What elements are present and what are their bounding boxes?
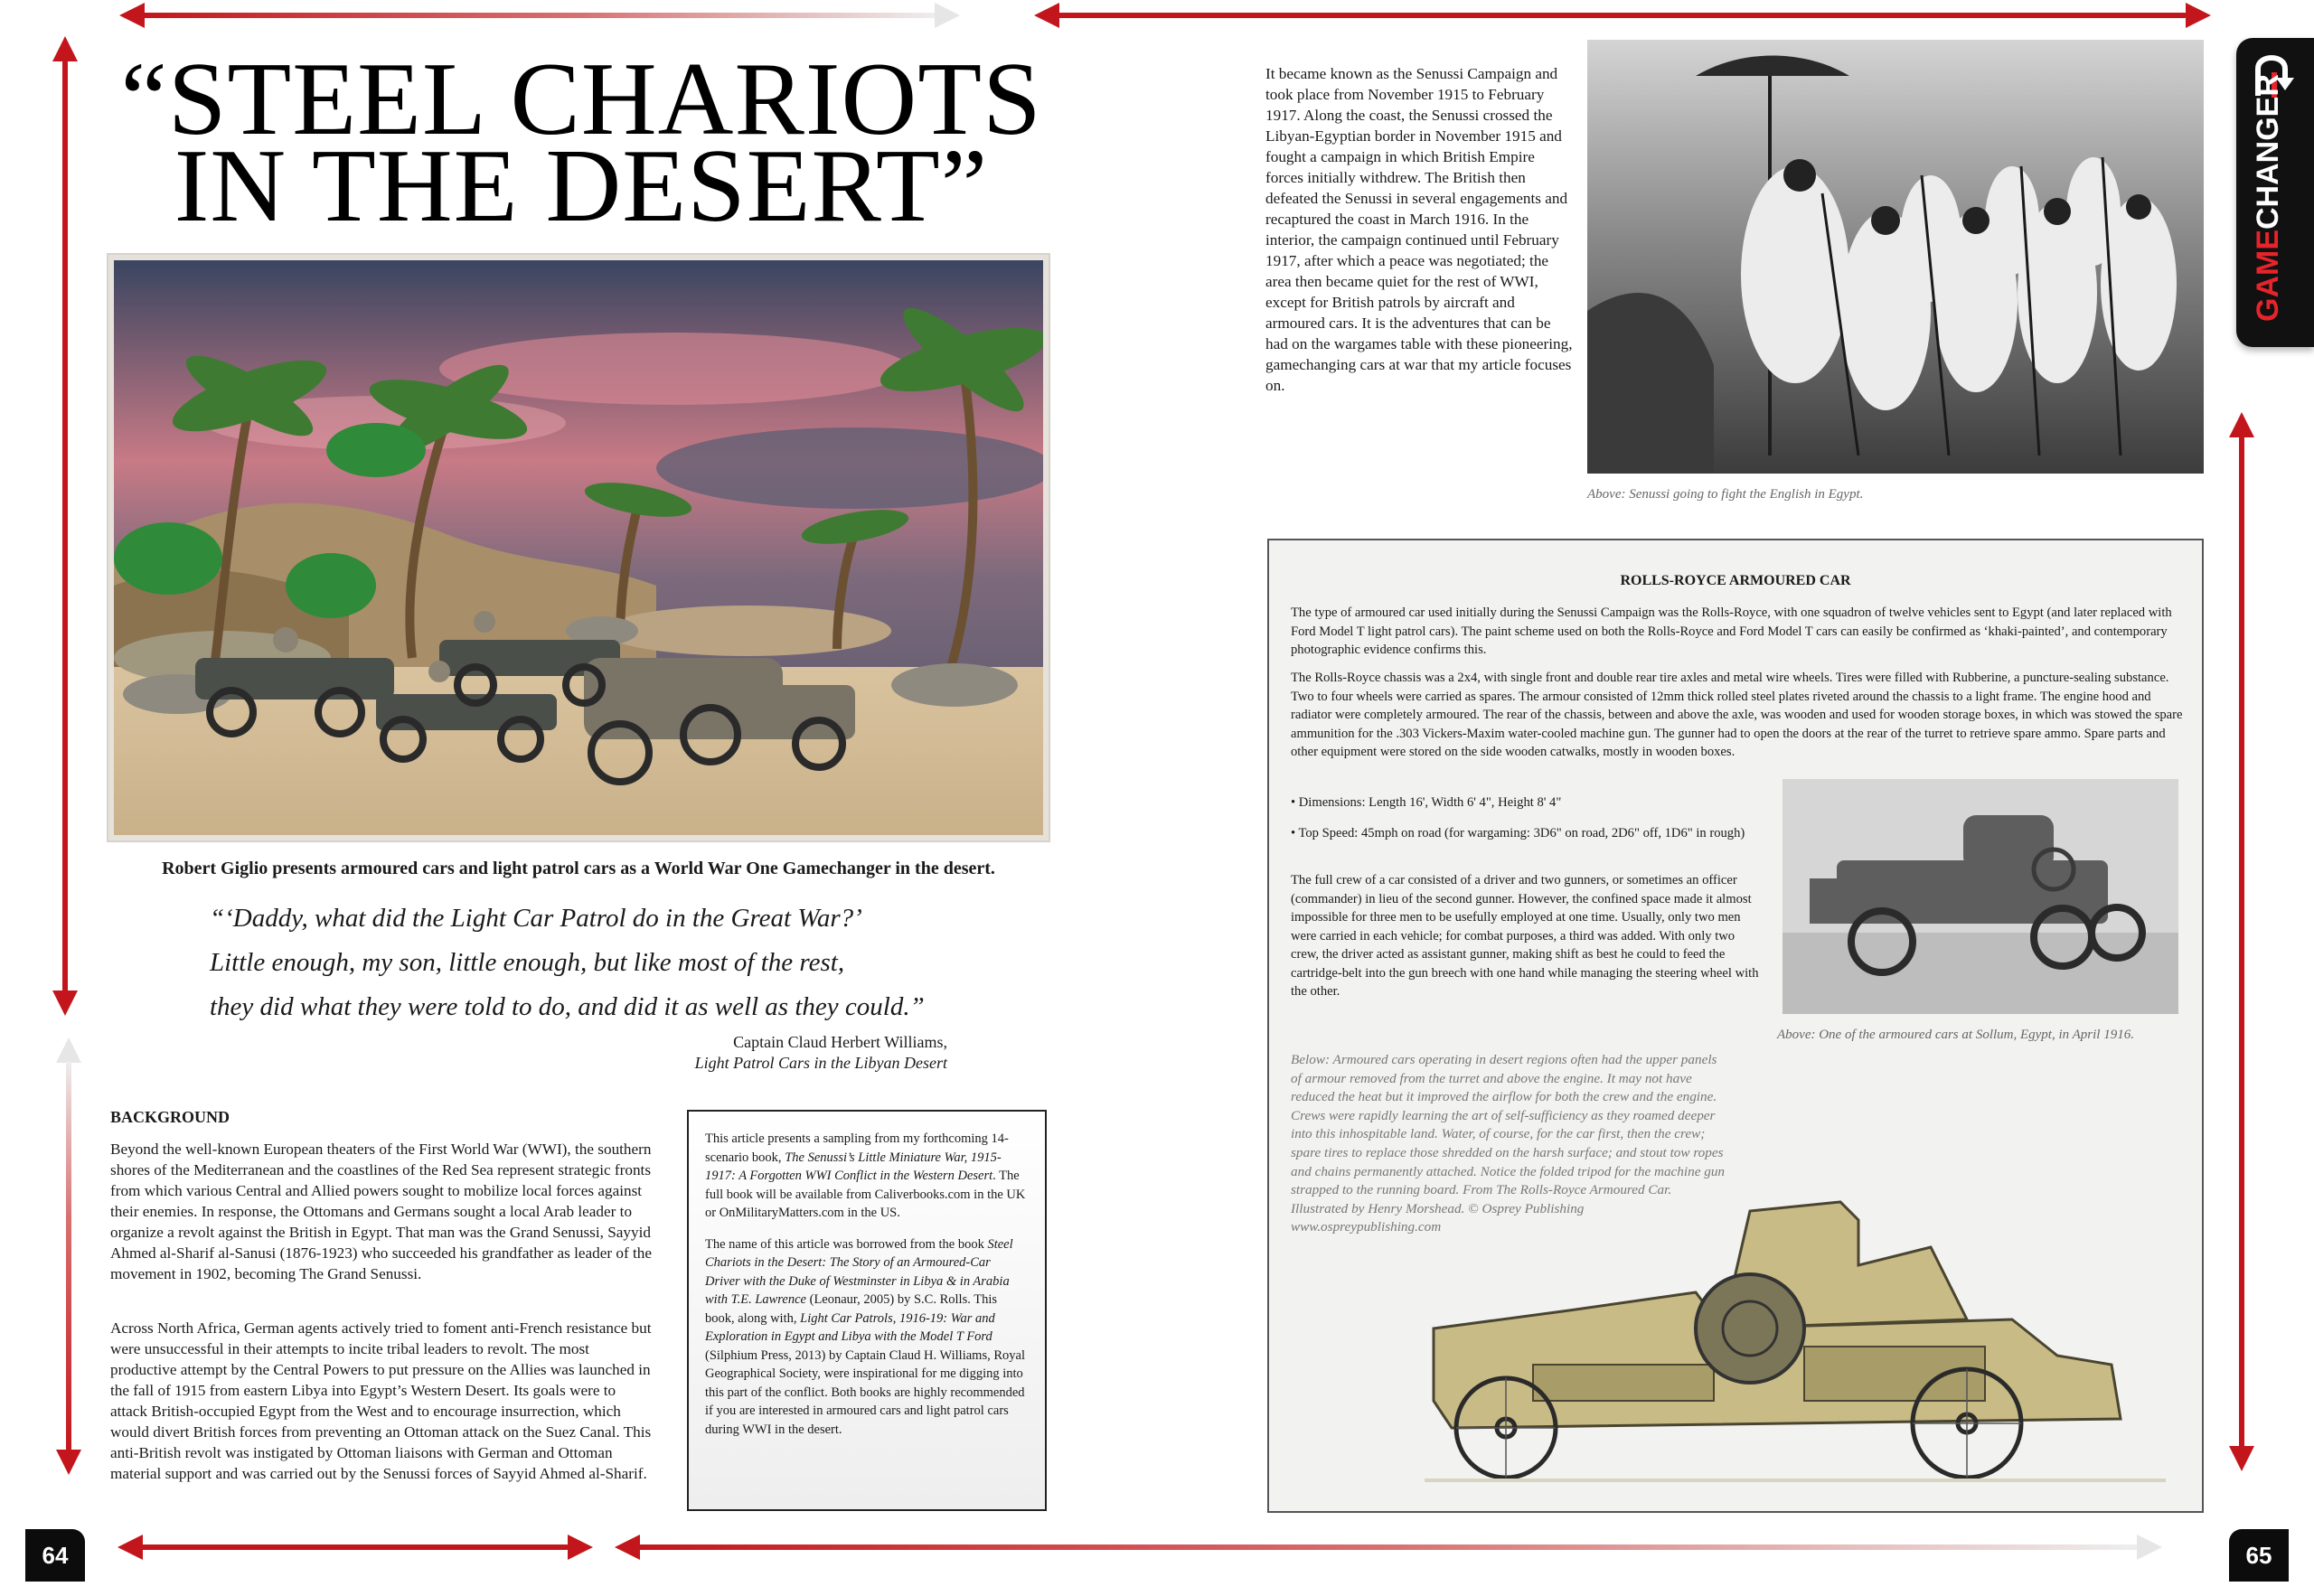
quote-line-1: “‘Daddy, what did the Light Car Patrol do in the Great War?’: [210, 904, 862, 933]
rolls-royce-title: ROLLS-ROYCE ARMOURED CAR: [1620, 573, 1851, 588]
gamechanger-tab-label: GAMECHANGER: [2251, 74, 2285, 322]
background-heading: BACKGROUND: [110, 1108, 230, 1126]
page-number-right: 65: [2229, 1529, 2289, 1582]
armoured-car-illustration: [1425, 1193, 2166, 1487]
title-line-2: IN THE DESERT”: [174, 128, 989, 244]
rolls-royce-top-speed: • Top Speed: 45mph on road (for wargaming: 3D6" on road, 2D6" off, 1D6" in rough): [1291, 826, 1745, 840]
armoured-car-photo: [1783, 779, 2178, 1014]
quote-line-2: Little enough, my son, little enough, but like most of the rest,: [210, 948, 845, 977]
quote-line-3: they did what they were told to do, and did it as well as they could.”: [210, 992, 925, 1021]
rolls-royce-paragraph-2: The Rolls-Royce chassis was a 2x4, with single front and double rear tire axles and metal wire wheels. Tires were filled with Rubberine, a puncture-sealing substance. Two to four wheels were carried as spares. The armour consisted of 12mm thick rolled steel plates riveted around the chassis to a light frame. The engine hood and radiator were completely armoured. The rear of the chassis, between and above the axle, was wooden and used for wooden storage boxes, in which was stowed the spare ammunition for the .303 Vickers-Maxim water-cooled machine gun. The gunner had to open the doors at the rear of the turret to retrieve spare ammo. Spare parts and other equipment were stored on the side wooden catwalks, mostly in wooden boxes.: [1291, 671, 2183, 759]
senussi-photo-caption: Above: Senussi going to fight the English in Egypt.: [1587, 487, 1864, 502]
hero-caption: Robert Giglio presents armoured cars and light patrol cars as a World War One Gamechanger in the desert.: [162, 859, 995, 878]
article-title: [107, 42, 1056, 244]
quote-source: Light Patrol Cars in the Libyan Desert: [694, 1054, 947, 1072]
illustration-caption: Below: Armoured cars operating in desert regions often had the upper panels of armour removed from the turret and above the engine. It may not have reduced the heat but it improved the airflow for both the crew and the engine. Crews were rapidly learning the art of self-sufficiency as they roamed deeper into this inhospitable land. Water, of course, for the car first, then the crew; spare tires to replace those shredded on the harsh surface; and stout tow ropes and chains permanently attached. Notice the folded tripod for the machine gun strapped to the running board. From The Rolls-Royce Armoured Car. Illustrated by Henry Morshead. © Osprey Publishing www.ospreypublishing.com: [1291, 1052, 1726, 1235]
rolls-royce-dimensions: • Dimensions: Length 16', Width 6' 4", Height 8' 4": [1291, 795, 1562, 810]
page-number-left: 64: [25, 1529, 85, 1582]
book-sidebar: [687, 1110, 1047, 1511]
title-line-1: “STEEL CHARIOTS: [120, 42, 1042, 157]
rolls-royce-paragraph-1: The type of armoured car used initially during the Senussi Campaign was the Rolls-Royce, with one squadron of twelve vehicles sent to Egypt (and later replaced with Ford Model T light patrol cars). The paint scheme used on both the Rolls-Royce and Ford Model T cars can easily be confirmed as ‘khaki-painted’, and contemporary photographic evidence confirms this.: [1291, 606, 2172, 657]
senussi-photo: [1587, 40, 2204, 474]
quote-attribution: Captain Claud Herbert Williams,: [733, 1033, 947, 1051]
sidebar-paragraph-1: This article presents a sampling from my forthcoming 14-scenario book, The Senussi’s Little Miniature War, 1915-1917: A Forgotten WWI Conflict in the Western Desert. The full book will be available from Caliverbooks.com in the UK or OnMilitaryMatters.com in the US.: [705, 1131, 1026, 1220]
background-paragraph-1: Beyond the well-known European theaters of the First World War (WWI), the southern shores of the Mediterranean and the coastlines of the Red Sea represent strategic fronts from which various Central and Allied powers sought to mobilize local forces against their enemies. In response, the Ottomans and Germans sought a local Arab leader to organize a revolt against the British in Egypt. That man was the Grand Senussi, Sayyid Ahmed al-Sharif al-Sanusi (1876-1923) who succeeded his grandfather as leader of the movement in 1902, becoming The Grand Senussi.: [110, 1141, 652, 1282]
armoured-car-photo-caption: Above: One of the armoured cars at Sollum, Egypt, in April 1916.: [1777, 1028, 2134, 1042]
rolls-royce-paragraph-3: The full crew of a car consisted of a driver and two gunners, or sometimes an officer (commander) in lieu of the second gunner. However, the confined space made it almost impossible for three men to be usefully employed at one time. Usually, only two men were carried in each vehicle; for combat purposes, a third was added. With only two crew, the driver acted as assistant gunner, making shift as best he could to feed the cartridge-belt into the gun breech with one hand while managing the steering wheel with the other.: [1291, 873, 1759, 999]
intro-paragraph: It became known as the Senussi Campaign and took place from November 1915 to February 1917. Along the coast, the Senussi crossed the Libyan-Egyptian border in November 1915 and fought a campaign in which British Empire forces initially withdrew. The British then defeated the Senussi in several engagements and recaptured the coast in March 1916. In the interior, the campaign continued until February 1917, after which a peace was negotiated; the area then became quiet for the rest of WWI, except for British patrols by aircraft and armoured cars. It is the adventures that can be had on the wargames table with these pioneering, gamechanging cars at war that my article focuses on.: [1265, 65, 1573, 394]
hero-diorama-photo: [108, 255, 1049, 840]
sidebar-paragraph-2: The name of this article was borrowed from the book Steel Chariots in the Desert: The Story of an Armoured-Car Driver with the Duke of Westminster in Libya & in Arabia with T.E. Lawrence (Leonaur, 2005) by S.C. Rolls. This book, along with, Light Car Patrols, 1916-19: War and Exploration in Egypt and Libya with the Model T Ford (Silphium Press, 2013) by Captain Claud H. Williams, Royal Geographical Society, were inspirational for me digging into this part of the conflict. Both books are highly recommended if you are interested in armoured cars and light patrol cars during WWI in the desert.: [705, 1236, 1025, 1437]
background-paragraph-2: Across North Africa, German agents actively tried to foment anti-French resistance but were unsuccessful in their attempts to incite tribal leaders to revolt. The most productive attempt by the Central Powers to put pressure on the Allies was launched in the fall of 1915 from eastern Libya into Egypt’s Western Desert. Its goals were to attack British-occupied Egypt from the West and to encourage insurrection, which would divert British forces from preventing an Ottoman attack on the Suez Canal. This anti-British revolt was instigated by Ottoman liaisons with German and Ottoman material support and was carried out by the Senussi forces of Sayyid Ahmed al-Sharif.: [110, 1319, 652, 1482]
